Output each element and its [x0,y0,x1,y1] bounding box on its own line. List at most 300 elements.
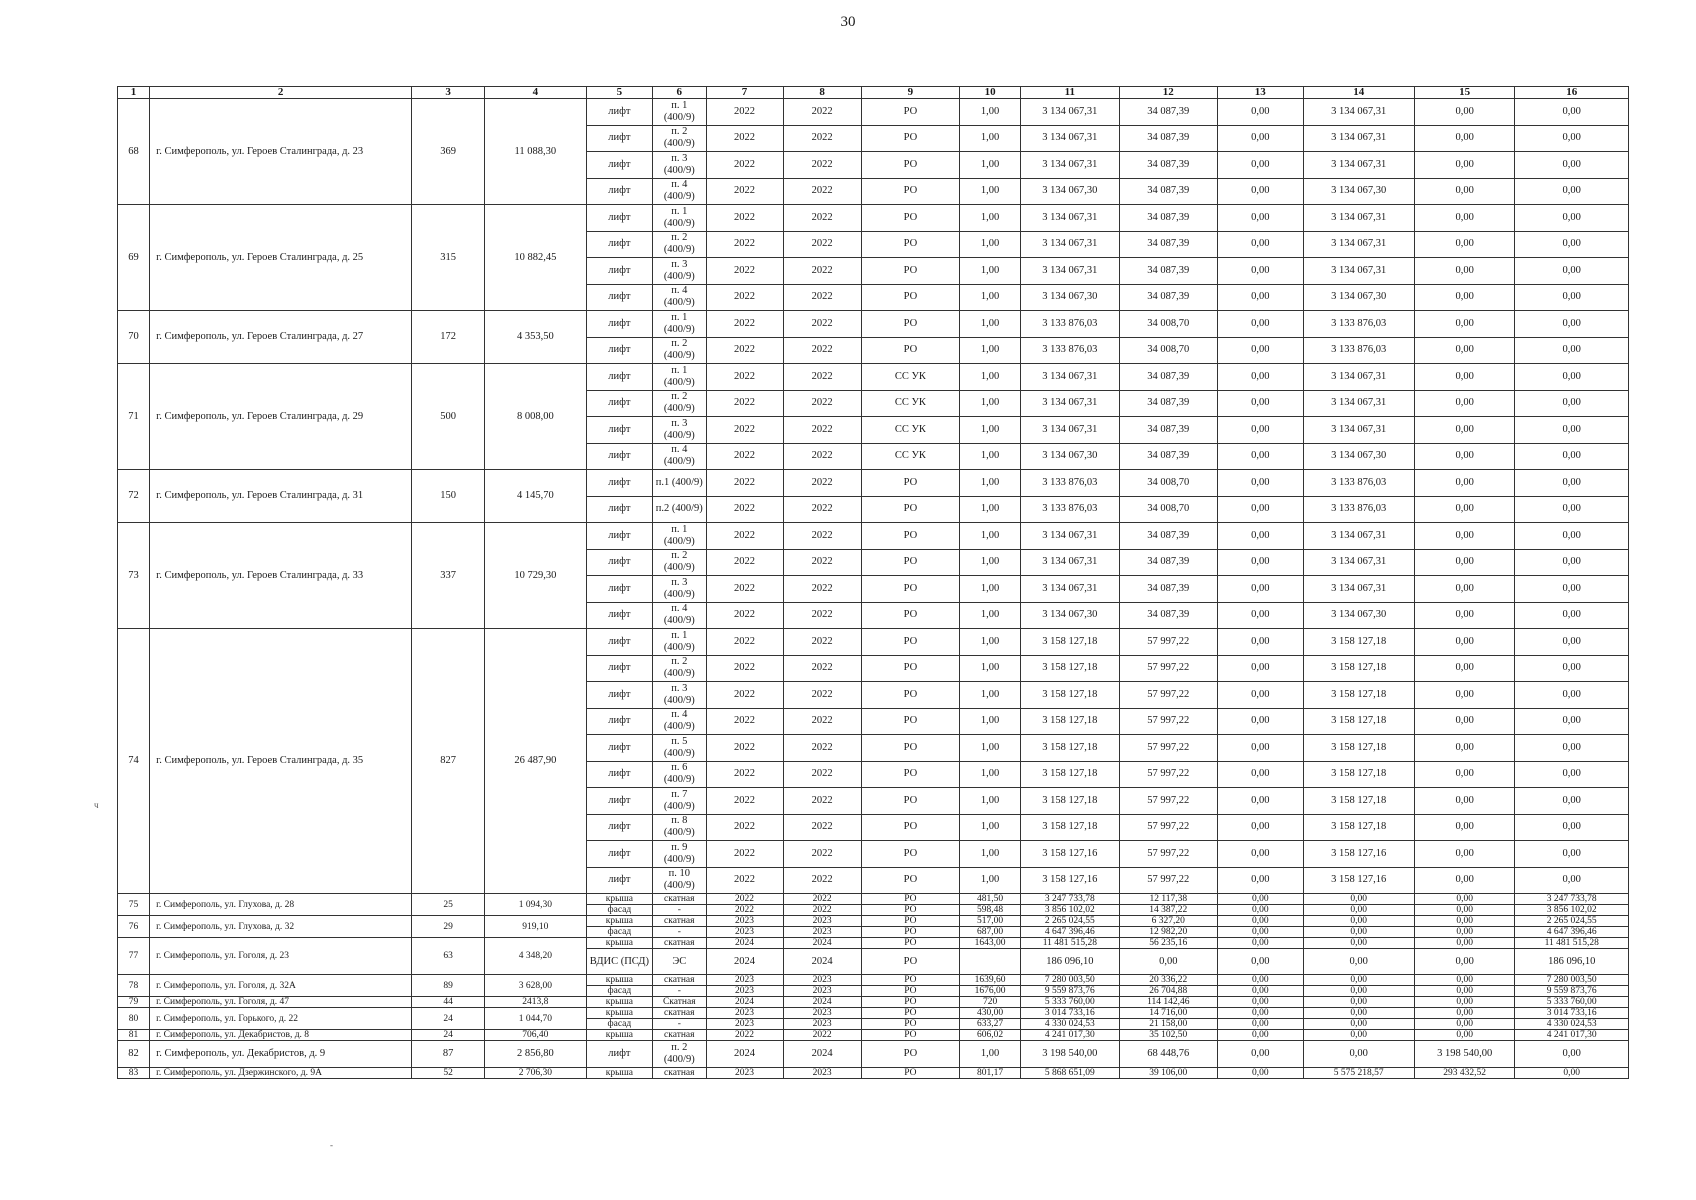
cell-c9: РО [861,975,959,986]
cell-c8: 2022 [783,337,861,364]
cell-c15: 0,00 [1414,417,1515,444]
address-cell: г. Симферополь, ул. Героев Сталинграда, д. 27 [150,311,412,364]
cell-c14: 0,00 [1303,905,1414,916]
cell-c8: 2022 [783,258,861,285]
cell-c11: 3 134 067,31 [1021,364,1119,391]
cell-c11: 3 134 067,31 [1021,549,1119,576]
cell-c9: РО [861,735,959,762]
col3-cell: 63 [412,938,485,975]
cell-c14: 3 133 876,03 [1303,470,1414,497]
cell-c16: 0,00 [1515,1041,1629,1068]
col4-cell: 10 882,45 [485,205,587,311]
cell-c15: 0,00 [1414,470,1515,497]
address-cell: г. Симферополь, ул. Героев Сталинграда, д. 25 [150,205,412,311]
cell-c13: 0,00 [1217,205,1303,232]
cell-c15: 0,00 [1414,284,1515,311]
column-number-14: 14 [1303,87,1414,99]
cell-c12: 57 997,22 [1119,814,1217,841]
address-cell: г. Симферополь, ул. Героев Сталинграда, д. 31 [150,470,412,523]
cell-c9: РО [861,927,959,938]
cell-c13: 0,00 [1217,125,1303,152]
cell-c11: 3 134 067,30 [1021,284,1119,311]
cell-c14: 0,00 [1303,916,1414,927]
table-row [118,1030,1629,1041]
cell-c15: 0,00 [1414,205,1515,232]
cell-c9: СС УК [861,417,959,444]
cell-c13: 0,00 [1217,949,1303,975]
cell-c14: 3 134 067,30 [1303,284,1414,311]
cell-c7: 2022 [706,708,783,735]
cell-c5: лифт [586,549,652,576]
cell-c7: 2022 [706,152,783,179]
cell-c16: 3 247 733,78 [1515,894,1629,905]
cell-c5: лифт [586,682,652,709]
cell-c14: 3 134 067,30 [1303,178,1414,205]
cell-c8: 2022 [783,905,861,916]
cell-c13: 0,00 [1217,284,1303,311]
cell-c7: 2023 [706,927,783,938]
margin-mark-left: ч [94,800,99,810]
cell-c14: 3 134 067,31 [1303,390,1414,417]
cell-c14: 3 134 067,30 [1303,443,1414,470]
cell-c13: 0,00 [1217,1030,1303,1041]
cell-c16: 0,00 [1515,231,1629,258]
cell-c6: п. 4 (400/9) [653,443,707,470]
cell-c16: 0,00 [1515,549,1629,576]
cell-c10: 1639,60 [960,975,1021,986]
cell-c7: 2022 [706,1030,783,1041]
cell-c7: 2022 [706,470,783,497]
cell-c5: лифт [586,655,652,682]
row-number-cell: 78 [118,975,150,997]
column-number-16: 16 [1515,87,1629,99]
cell-c8: 2022 [783,443,861,470]
cell-c10: 1,00 [960,549,1021,576]
cell-c12: 57 997,22 [1119,655,1217,682]
cell-c10: 1,00 [960,788,1021,815]
cell-c5: лифт [586,178,652,205]
cell-c5: ВДИС (ПСД) [586,949,652,975]
cell-c9: РО [861,629,959,656]
cell-c9: РО [861,949,959,975]
margin-mark-bottom: - [330,1140,333,1150]
cell-c6: п. 4 (400/9) [653,178,707,205]
cell-c11: 3 134 067,30 [1021,602,1119,629]
cell-c10: 1,00 [960,205,1021,232]
column-number-15: 15 [1414,87,1515,99]
cell-c11: 3 247 733,78 [1021,894,1119,905]
cell-c9: РО [861,337,959,364]
cell-c9: РО [861,867,959,894]
cell-c10: 1,00 [960,470,1021,497]
cell-c10: 1,00 [960,231,1021,258]
cell-c14: 3 158 127,16 [1303,867,1414,894]
row-number-cell: 77 [118,938,150,975]
cell-c8: 2023 [783,1067,861,1078]
cell-c8: 2022 [783,682,861,709]
cell-c5: лифт [586,602,652,629]
cell-c16: 11 481 515,28 [1515,938,1629,949]
cell-c7: 2022 [706,125,783,152]
column-number-8: 8 [783,87,861,99]
cell-c7: 2022 [706,99,783,126]
table-row [118,997,1629,1008]
cell-c8: 2024 [783,949,861,975]
column-number-3: 3 [412,87,485,99]
col4-cell: 26 487,90 [485,629,587,894]
cell-c6: п. 1 (400/9) [653,205,707,232]
cell-c7: 2022 [706,629,783,656]
cell-c8: 2022 [783,841,861,868]
col3-cell: 150 [412,470,485,523]
cell-c9: РО [861,99,959,126]
col4-cell: 2 856,80 [485,1041,587,1068]
cell-c14: 3 134 067,31 [1303,125,1414,152]
cell-c6: п. 3 (400/9) [653,258,707,285]
cell-c11: 3 198 540,00 [1021,1041,1119,1068]
row-number-cell: 74 [118,629,150,894]
cell-c13: 0,00 [1217,894,1303,905]
cell-c7: 2023 [706,1019,783,1030]
cell-c12: 34 087,39 [1119,390,1217,417]
cell-c5: крыша [586,975,652,986]
cell-c10: 606,02 [960,1030,1021,1041]
cell-c10: 801,17 [960,1067,1021,1078]
cell-c15: 0,00 [1414,708,1515,735]
cell-c10: 1,00 [960,337,1021,364]
cell-c5: лифт [586,284,652,311]
cell-c6: скатная [653,1067,707,1078]
cell-c5: лифт [586,841,652,868]
cell-c8: 2024 [783,997,861,1008]
cell-c13: 0,00 [1217,602,1303,629]
cell-c8: 2023 [783,1008,861,1019]
cell-c8: 2022 [783,364,861,391]
cell-c5: лифт [586,708,652,735]
cell-c6: п. 2 (400/9) [653,125,707,152]
cell-c8: 2022 [783,602,861,629]
cell-c9: РО [861,1067,959,1078]
cell-c9: РО [861,1030,959,1041]
cell-c13: 0,00 [1217,152,1303,179]
cell-c9: РО [861,602,959,629]
cell-c7: 2023 [706,1067,783,1078]
cell-c7: 2022 [706,788,783,815]
cell-c8: 2024 [783,1041,861,1068]
cell-c11: 186 096,10 [1021,949,1119,975]
cell-c11: 9 559 873,76 [1021,986,1119,997]
cell-c15: 0,00 [1414,867,1515,894]
cell-c7: 2024 [706,938,783,949]
cell-c6: скатная [653,1030,707,1041]
cell-c6: скатная [653,916,707,927]
cell-c14: 0,00 [1303,986,1414,997]
cell-c11: 7 280 003,50 [1021,975,1119,986]
cell-c5: лифт [586,1041,652,1068]
cell-c13: 0,00 [1217,417,1303,444]
cell-c9: РО [861,761,959,788]
cell-c12: 34 087,39 [1119,231,1217,258]
cell-c12: 39 106,00 [1119,1067,1217,1078]
cell-c8: 2022 [783,205,861,232]
cell-c8: 2022 [783,549,861,576]
cell-c11: 3 134 067,31 [1021,390,1119,417]
cell-c13: 0,00 [1217,761,1303,788]
cell-c10: 1,00 [960,284,1021,311]
cell-c5: крыша [586,894,652,905]
cell-c11: 11 481 515,28 [1021,938,1119,949]
cell-c15: 0,00 [1414,916,1515,927]
cell-c7: 2022 [706,841,783,868]
cell-c11: 4 330 024,53 [1021,1019,1119,1030]
cell-c7: 2022 [706,905,783,916]
column-number-1: 1 [118,87,150,99]
cell-c10: 633,27 [960,1019,1021,1030]
cell-c16: 0,00 [1515,682,1629,709]
cell-c13: 0,00 [1217,841,1303,868]
cell-c10: 1,00 [960,682,1021,709]
cell-c14: 3 133 876,03 [1303,311,1414,338]
cell-c9: РО [861,205,959,232]
cell-c15: 0,00 [1414,788,1515,815]
col4-cell: 4 353,50 [485,311,587,364]
cell-c6: п. 1 (400/9) [653,311,707,338]
cell-c16: 186 096,10 [1515,949,1629,975]
cell-c13: 0,00 [1217,364,1303,391]
cell-c10: 1,00 [960,523,1021,550]
cell-c16: 0,00 [1515,443,1629,470]
cell-c6: ЭС [653,949,707,975]
cell-c9: РО [861,938,959,949]
row-number-cell: 79 [118,997,150,1008]
cell-c15: 3 198 540,00 [1414,1041,1515,1068]
cell-c9: РО [861,841,959,868]
cell-c12: 34 087,39 [1119,443,1217,470]
cell-c7: 2022 [706,311,783,338]
cell-c8: 2022 [783,390,861,417]
cell-c15: 0,00 [1414,814,1515,841]
cell-c9: РО [861,997,959,1008]
cell-c10: 1,00 [960,708,1021,735]
cell-c7: 2022 [706,443,783,470]
cell-c14: 0,00 [1303,1019,1414,1030]
row-number-cell: 72 [118,470,150,523]
cell-c11: 3 158 127,18 [1021,814,1119,841]
address-cell: г. Симферополь, ул. Декабристов, д. 9 [150,1041,412,1068]
address-cell: г. Симферополь, ул. Глухова, д. 32 [150,916,412,938]
cell-c5: лифт [586,496,652,523]
cell-c9: РО [861,523,959,550]
cell-c7: 2022 [706,761,783,788]
cell-c15: 0,00 [1414,682,1515,709]
cell-c15: 0,00 [1414,761,1515,788]
cell-c7: 2024 [706,997,783,1008]
cell-c10: 1,00 [960,125,1021,152]
cell-c9: РО [861,814,959,841]
cell-c10: 517,00 [960,916,1021,927]
cell-c10: 1,00 [960,99,1021,126]
cell-c8: 2022 [783,311,861,338]
address-cell: г. Симферополь, ул. Гоголя, д. 32А [150,975,412,997]
address-cell: г. Симферополь, ул. Глухова, д. 28 [150,894,412,916]
cell-c12: 57 997,22 [1119,629,1217,656]
cell-c11: 3 158 127,18 [1021,629,1119,656]
cell-c6: п. 2 (400/9) [653,655,707,682]
col4-cell: 2 706,30 [485,1067,587,1078]
cell-c8: 2022 [783,788,861,815]
cell-c7: 2022 [706,178,783,205]
cell-c13: 0,00 [1217,496,1303,523]
cell-c9: РО [861,549,959,576]
cell-c14: 3 134 067,31 [1303,576,1414,603]
col4-cell: 11 088,30 [485,99,587,205]
cell-c7: 2022 [706,576,783,603]
cell-c15: 0,00 [1414,1008,1515,1019]
column-number-6: 6 [653,87,707,99]
cell-c5: лифт [586,125,652,152]
cell-c14: 3 158 127,18 [1303,735,1414,762]
cell-c7: 2022 [706,549,783,576]
col4-cell: 4 145,70 [485,470,587,523]
cell-c14: 0,00 [1303,1041,1414,1068]
cell-c13: 0,00 [1217,523,1303,550]
cell-c10: 1643,00 [960,938,1021,949]
col4-cell: 4 348,20 [485,938,587,975]
cell-c16: 0,00 [1515,788,1629,815]
cell-c8: 2022 [783,99,861,126]
cell-c8: 2024 [783,938,861,949]
cell-c7: 2022 [706,867,783,894]
cell-c6: п. 10 (400/9) [653,867,707,894]
cell-c5: лифт [586,629,652,656]
table-row [118,470,1629,497]
cell-c16: 0,00 [1515,814,1629,841]
cell-c8: 2022 [783,708,861,735]
col3-cell: 369 [412,99,485,205]
cell-c15: 0,00 [1414,975,1515,986]
cell-c15: 0,00 [1414,496,1515,523]
cell-c16: 0,00 [1515,708,1629,735]
cell-c14: 3 134 067,31 [1303,99,1414,126]
cell-c15: 0,00 [1414,1019,1515,1030]
cell-c11: 3 158 127,18 [1021,708,1119,735]
cell-c6: - [653,927,707,938]
column-number-13: 13 [1217,87,1303,99]
cell-c9: РО [861,152,959,179]
cell-c11: 4 241 017,30 [1021,1030,1119,1041]
cell-c10: 687,00 [960,927,1021,938]
cell-c12: 12 982,20 [1119,927,1217,938]
row-number-cell: 80 [118,1008,150,1030]
col3-cell: 89 [412,975,485,997]
cell-c13: 0,00 [1217,788,1303,815]
cell-c13: 0,00 [1217,735,1303,762]
cell-c14: 0,00 [1303,938,1414,949]
cell-c8: 2023 [783,916,861,927]
cell-c11: 4 647 396,46 [1021,927,1119,938]
cell-c14: 3 134 067,31 [1303,258,1414,285]
address-cell: г. Симферополь, ул. Героев Сталинграда, д. 33 [150,523,412,629]
row-number-cell: 75 [118,894,150,916]
cell-c5: фасад [586,986,652,997]
cell-c12: 34 087,39 [1119,99,1217,126]
cell-c16: 7 280 003,50 [1515,975,1629,986]
row-number-cell: 83 [118,1067,150,1078]
cell-c7: 2024 [706,949,783,975]
cell-c9: РО [861,311,959,338]
cell-c11: 3 134 067,31 [1021,231,1119,258]
cell-c13: 0,00 [1217,814,1303,841]
cell-c10: 481,50 [960,894,1021,905]
cell-c15: 0,00 [1414,549,1515,576]
cell-c5: лифт [586,390,652,417]
cell-c6: п. 3 (400/9) [653,417,707,444]
cell-c12: 57 997,22 [1119,708,1217,735]
cell-c6: Скатная [653,997,707,1008]
table-row [118,916,1629,927]
cell-c14: 3 158 127,18 [1303,761,1414,788]
cell-c14: 3 158 127,18 [1303,629,1414,656]
cell-c8: 2022 [783,152,861,179]
cell-c15: 0,00 [1414,655,1515,682]
cell-c11: 3 134 067,31 [1021,205,1119,232]
cell-c12: 34 087,39 [1119,152,1217,179]
cell-c7: 2022 [706,364,783,391]
column-number-9: 9 [861,87,959,99]
cell-c7: 2023 [706,1008,783,1019]
cell-c11: 3 856 102,02 [1021,905,1119,916]
table-row [118,1041,1629,1068]
cell-c16: 3 856 102,02 [1515,905,1629,916]
cell-c12: 34 087,39 [1119,125,1217,152]
cell-c11: 3 158 127,18 [1021,682,1119,709]
table-row [118,364,1629,391]
cell-c12: 34 087,39 [1119,364,1217,391]
cell-c11: 3 158 127,18 [1021,735,1119,762]
cell-c15: 0,00 [1414,364,1515,391]
cell-c15: 0,00 [1414,311,1515,338]
cell-c8: 2022 [783,814,861,841]
cell-c16: 2 265 024,55 [1515,916,1629,927]
cell-c11: 3 134 067,31 [1021,523,1119,550]
cell-c16: 0,00 [1515,311,1629,338]
cell-c16: 0,00 [1515,841,1629,868]
cell-c16: 0,00 [1515,258,1629,285]
cell-c10: 1,00 [960,602,1021,629]
cell-c13: 0,00 [1217,1067,1303,1078]
cell-c9: СС УК [861,364,959,391]
cell-c16: 0,00 [1515,1067,1629,1078]
cell-c13: 0,00 [1217,1019,1303,1030]
cell-c12: 14 716,00 [1119,1008,1217,1019]
cell-c14: 3 158 127,18 [1303,708,1414,735]
cell-c10: 1,00 [960,629,1021,656]
cell-c8: 2022 [783,655,861,682]
cell-c14: 0,00 [1303,975,1414,986]
cell-c7: 2022 [706,205,783,232]
table-row [118,938,1629,949]
cell-c10: 1,00 [960,841,1021,868]
cell-c12: 34 087,39 [1119,576,1217,603]
cell-c13: 0,00 [1217,178,1303,205]
cell-c6: п. 7 (400/9) [653,788,707,815]
cell-c5: лифт [586,523,652,550]
cell-c16: 4 241 017,30 [1515,1030,1629,1041]
cell-c9: РО [861,496,959,523]
cell-c15: 0,00 [1414,938,1515,949]
cell-c5: лифт [586,814,652,841]
cell-c15: 0,00 [1414,337,1515,364]
